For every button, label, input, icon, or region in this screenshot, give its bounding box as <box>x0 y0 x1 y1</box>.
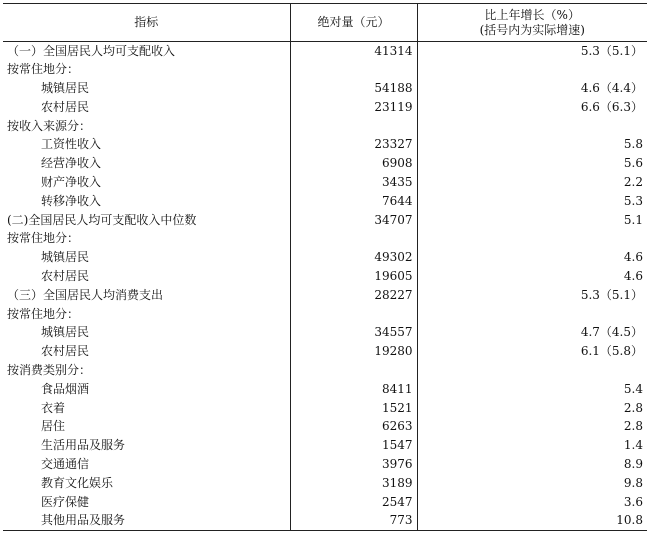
row-growth-rate: 5.3 <box>417 192 647 211</box>
row-growth-rate: 8.9 <box>417 455 647 474</box>
table-row <box>3 192 647 211</box>
table-body <box>3 42 647 531</box>
table-row <box>3 98 647 117</box>
row-growth-rate: 5.4 <box>417 380 647 399</box>
header-absolute: 绝对量（元） <box>290 4 417 42</box>
row-absolute-value: 1547 <box>290 436 417 455</box>
row-absolute-value: 773 <box>290 511 417 530</box>
table-row <box>3 511 647 530</box>
row-absolute-value: 34557 <box>290 323 417 342</box>
table-row <box>3 42 647 61</box>
table-row <box>3 135 647 154</box>
row-label: 财产净收入 <box>41 174 102 189</box>
table-row <box>3 361 647 380</box>
table-row <box>3 267 647 286</box>
row-growth-rate: 2.8 <box>417 417 647 436</box>
table-row <box>3 323 647 342</box>
table-header <box>3 4 647 42</box>
row-growth-rate <box>417 60 647 79</box>
row-label: 工资性收入 <box>41 137 102 152</box>
row-absolute-value: 3976 <box>290 455 417 474</box>
table-row <box>3 342 647 361</box>
row-label: 按消费类别分： <box>7 362 92 377</box>
table-row <box>3 436 647 455</box>
row-absolute-value: 34707 <box>290 211 417 230</box>
row-label: 居住 <box>41 419 66 434</box>
table-row <box>3 117 647 136</box>
table-row <box>3 417 647 436</box>
table-row <box>3 493 647 512</box>
row-label: 农村居民 <box>41 268 90 283</box>
row-growth-rate: 3.6 <box>417 493 647 512</box>
row-growth-rate <box>417 305 647 324</box>
row-label: 食品烟酒 <box>41 381 90 396</box>
row-absolute-value: 6263 <box>290 417 417 436</box>
row-absolute-value: 28227 <box>290 286 417 305</box>
row-growth-rate: 9.8 <box>417 474 647 493</box>
row-label: 按常住地分： <box>7 231 80 246</box>
row-absolute-value: 19280 <box>290 342 417 361</box>
row-label: 按常住地分： <box>7 62 80 77</box>
row-growth-rate: 5.8 <box>417 135 647 154</box>
row-label: 生活用品及服务 <box>41 438 126 453</box>
row-absolute-value <box>290 305 417 324</box>
row-growth-rate: 6.6（6.3） <box>417 98 647 117</box>
row-label: 农村居民 <box>41 344 90 359</box>
table-row <box>3 399 647 418</box>
row-absolute-value: 19605 <box>290 267 417 286</box>
table-row <box>3 474 647 493</box>
row-absolute-value: 3435 <box>290 173 417 192</box>
row-growth-rate: 4.6 <box>417 248 647 267</box>
table-row <box>3 60 647 79</box>
row-absolute-value <box>290 60 417 79</box>
row-label: 衣着 <box>41 400 66 415</box>
row-growth-rate: 4.6 <box>417 267 647 286</box>
row-label: 农村居民 <box>41 99 90 114</box>
row-label: （一）全国居民人均可支配收入 <box>7 43 176 58</box>
header-row <box>3 4 647 42</box>
row-growth-rate: 2.2 <box>417 173 647 192</box>
table-row <box>3 154 647 173</box>
row-absolute-value: 23327 <box>290 135 417 154</box>
table-row <box>3 305 647 324</box>
row-growth-rate <box>417 229 647 248</box>
row-absolute-value: 41314 <box>290 42 417 61</box>
row-absolute-value <box>290 361 417 380</box>
row-label: 交通通信 <box>41 456 90 471</box>
row-label: 经营净收入 <box>41 156 102 171</box>
table-row <box>3 79 647 98</box>
row-label: 转移净收入 <box>41 193 102 208</box>
row-growth-rate: 5.3（5.1） <box>417 42 647 61</box>
row-label: （三）全国居民人均消费支出 <box>7 287 164 302</box>
row-label: 教育文化娱乐 <box>41 475 114 490</box>
row-growth-rate: 5.6 <box>417 154 647 173</box>
header-growth-line2: (括号内为实际增速) <box>479 22 585 37</box>
row-absolute-value: 7644 <box>290 192 417 211</box>
table-row <box>3 211 647 230</box>
row-label: 城镇居民 <box>41 80 90 95</box>
row-label: 城镇居民 <box>41 325 90 340</box>
row-label: 按常住地分： <box>7 306 80 321</box>
row-growth-rate: 5.1 <box>417 211 647 230</box>
row-absolute-value <box>290 229 417 248</box>
row-absolute-value: 49302 <box>290 248 417 267</box>
row-absolute-value: 23119 <box>290 98 417 117</box>
row-label: (二)全国居民人均可支配收入中位数 <box>7 212 197 227</box>
row-growth-rate: 1.4 <box>417 436 647 455</box>
income-expenditure-table <box>3 3 647 531</box>
header-indicator: 指标 <box>3 4 290 42</box>
row-growth-rate: 6.1（5.8） <box>417 342 647 361</box>
row-absolute-value: 8411 <box>290 380 417 399</box>
row-growth-rate: 2.8 <box>417 399 647 418</box>
row-growth-rate: 5.3（5.1） <box>417 286 647 305</box>
row-label: 医疗保健 <box>41 494 90 509</box>
table-row <box>3 286 647 305</box>
row-absolute-value: 6908 <box>290 154 417 173</box>
row-growth-rate <box>417 117 647 136</box>
table-row <box>3 248 647 267</box>
row-label: 按收入来源分： <box>7 118 92 133</box>
row-absolute-value: 2547 <box>290 493 417 512</box>
row-growth-rate: 4.6（4.4） <box>417 79 647 98</box>
row-label: 城镇居民 <box>41 250 90 265</box>
table-row <box>3 455 647 474</box>
row-growth-rate: 4.7（4.5） <box>417 323 647 342</box>
table-row <box>3 380 647 399</box>
row-absolute-value: 3189 <box>290 474 417 493</box>
row-absolute-value <box>290 117 417 136</box>
table-row <box>3 229 647 248</box>
row-absolute-value: 54188 <box>290 79 417 98</box>
header-growth-line1: 比上年增长（%） <box>484 7 580 22</box>
row-growth-rate <box>417 361 647 380</box>
header-growth <box>417 4 647 42</box>
row-growth-rate: 10.8 <box>417 511 647 530</box>
row-absolute-value: 1521 <box>290 399 417 418</box>
row-label: 其他用品及服务 <box>3 511 290 530</box>
table-row <box>3 173 647 192</box>
